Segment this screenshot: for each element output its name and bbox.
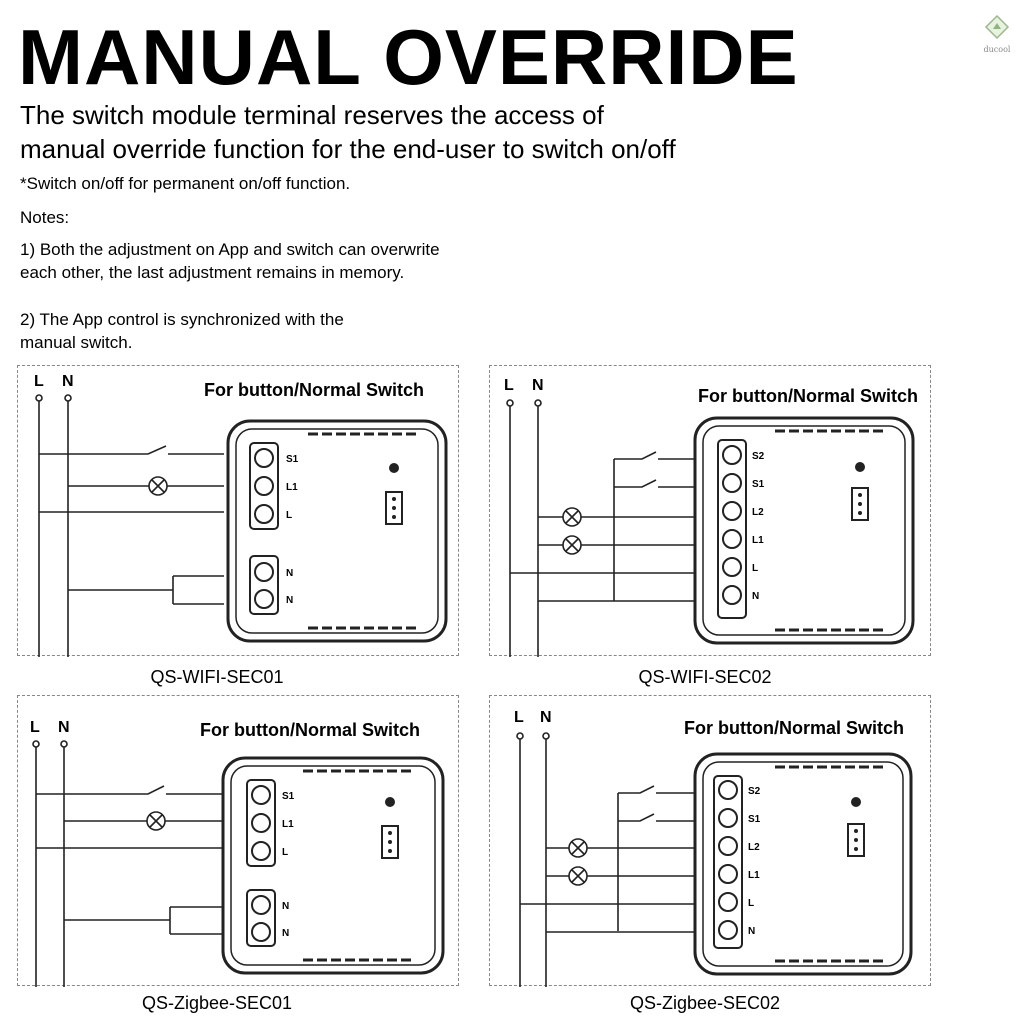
terminal-label: L1 (286, 482, 298, 493)
wiring-diagram-wifi-sec01 (17, 365, 459, 656)
wiring-svg-single (18, 696, 460, 987)
diamond-logo-icon (984, 14, 1010, 40)
switch-module (695, 418, 913, 643)
line-label-l: L (34, 373, 44, 390)
terminal-label: L1 (752, 535, 764, 546)
terminal-label: N (282, 928, 290, 939)
terminal-label: L (282, 847, 289, 858)
note-1-line-1: 1) Both the adjustment on App and switch can overwrite (20, 240, 440, 259)
terminal-label: L (286, 510, 293, 521)
note-1-line-2: each other, the last adjustment remains in memory. (20, 263, 405, 282)
intro-line-1: The switch module terminal reserves the access of (20, 100, 604, 130)
diagram-caption: QS-WIFI-SEC01 (150, 667, 284, 687)
line-label-n: N (62, 373, 74, 390)
wiring-svg-dual (490, 696, 932, 987)
switch-module (695, 754, 911, 974)
diagram-heading: For button/Normal Switch (698, 386, 918, 406)
intro-text (20, 98, 780, 166)
switch-module (228, 421, 446, 641)
terminal-label: L (752, 563, 759, 574)
terminal-label: L (748, 898, 755, 909)
terminal-label: L2 (752, 507, 764, 518)
diagram-heading: For button/Normal Switch (204, 380, 424, 400)
line-label-l: L (514, 709, 524, 726)
switch-note: *Switch on/off for permanent on/off function. (20, 174, 351, 193)
wiring-svg-dual (490, 366, 932, 657)
terminal-label: S1 (752, 479, 765, 490)
diagram-heading: For button/Normal Switch (684, 718, 904, 738)
wiring-diagram-zigbee-sec02 (489, 695, 931, 986)
note-1 (20, 238, 440, 284)
diagram-caption: QS-Zigbee-SEC02 (629, 993, 781, 1013)
line-label-n: N (58, 719, 70, 736)
diagram-caption: QS-WIFI-SEC02 (638, 667, 772, 687)
terminal-label: L1 (748, 870, 760, 881)
wiring-svg-single (18, 366, 460, 657)
intro-line-2: manual override function for the end-user to switch on/off (20, 134, 676, 164)
line-label-l: L (30, 719, 40, 736)
terminal-label: N (748, 926, 756, 937)
terminal-label: S1 (282, 791, 295, 802)
terminal-label: L2 (748, 842, 760, 853)
logo-text: ducool (983, 45, 1011, 54)
diagram-heading: For button/Normal Switch (200, 720, 420, 740)
terminal-label: S1 (286, 454, 299, 465)
terminal-label: L1 (282, 819, 294, 830)
wiring-diagram-zigbee-sec01 (17, 695, 459, 986)
note-2-line-2: manual switch. (20, 333, 133, 352)
page-title: MANUAL OVERRIDE (18, 13, 799, 101)
terminal-label: N (286, 568, 294, 579)
terminal-label: S2 (748, 786, 761, 797)
terminal-label: S2 (752, 451, 765, 462)
note-2 (20, 308, 344, 354)
line-label-n: N (532, 377, 544, 394)
terminal-label: N (282, 901, 290, 912)
terminal-label: S1 (748, 814, 761, 825)
terminal-label: N (752, 591, 760, 602)
note-2-line-1: 2) The App control is synchronized with the (20, 310, 344, 329)
brand-logo (980, 14, 1014, 54)
terminal-label: N (286, 595, 294, 606)
diagram-caption: QS-Zigbee-SEC01 (141, 993, 293, 1013)
switch-module (223, 758, 443, 973)
line-label-n: N (540, 709, 552, 726)
wiring-diagram-wifi-sec02 (489, 365, 931, 656)
line-label-l: L (504, 377, 514, 394)
notes-heading: Notes: (20, 208, 70, 227)
